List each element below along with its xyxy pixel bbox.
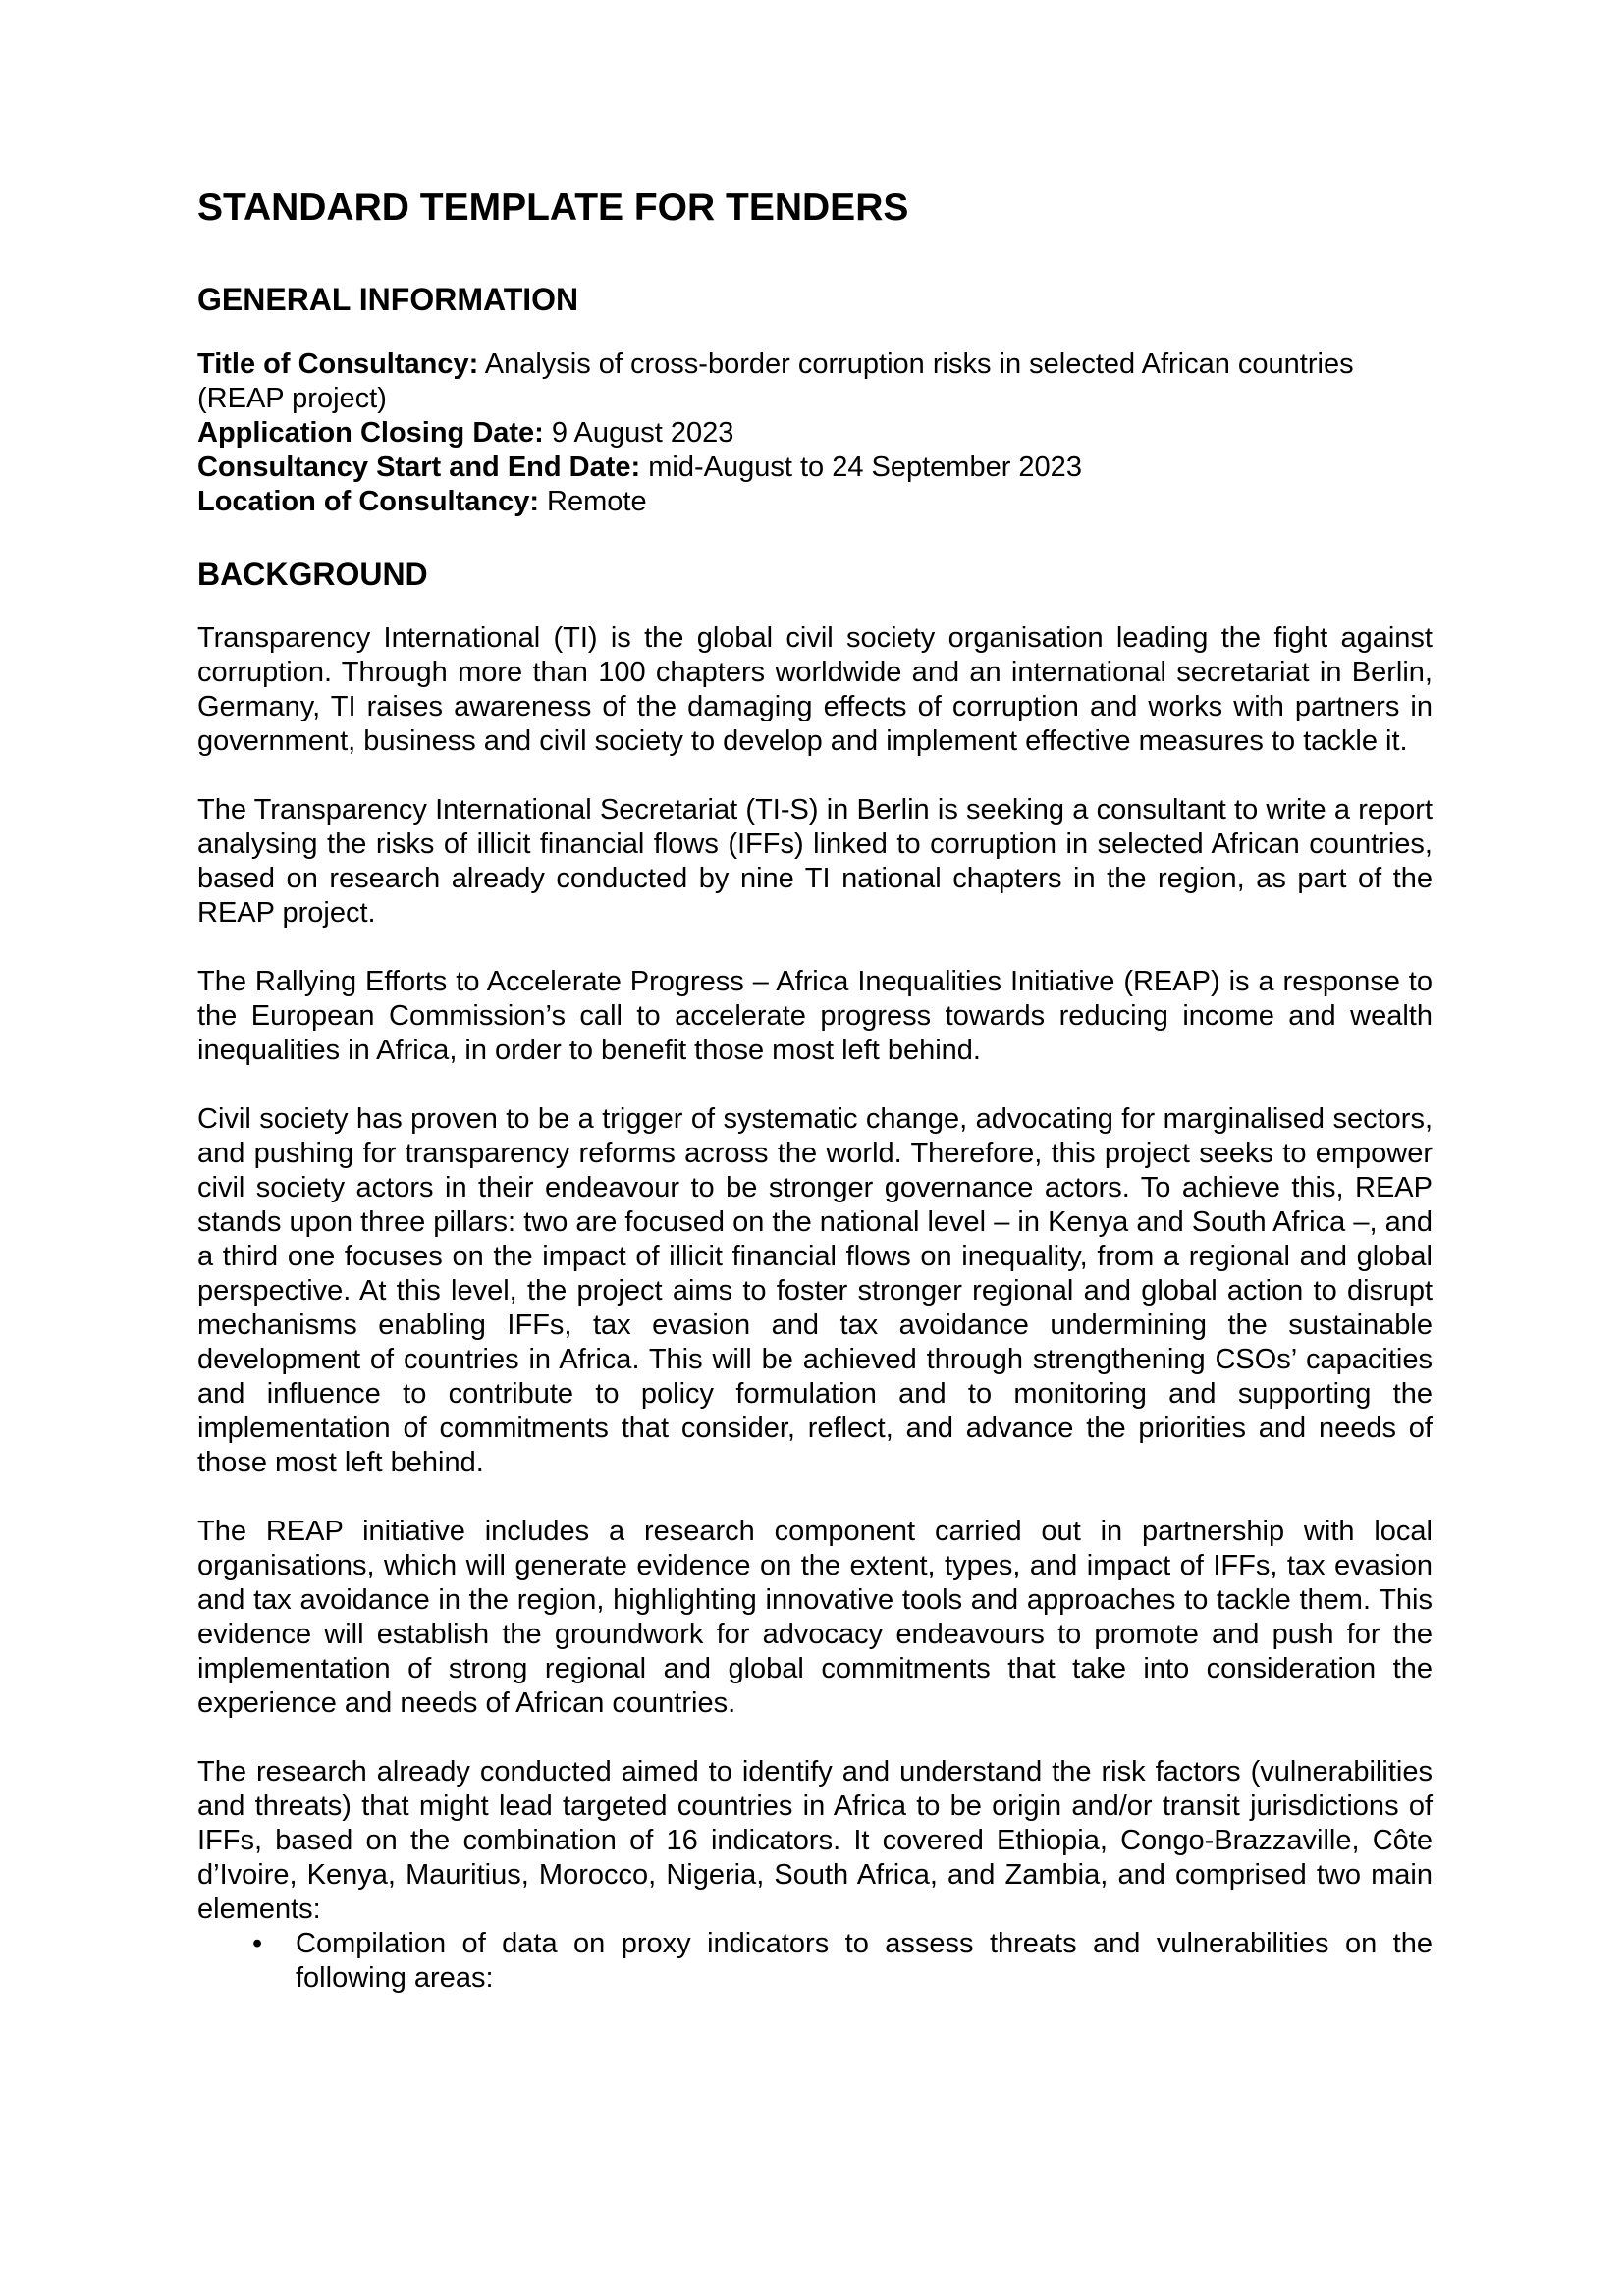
background-paragraph: The Rallying Efforts to Accelerate Progress – Africa Inequalities Initiative (REAP) is a response to the European Commission’s call to accelerate progress towards reducing income and wealth inequalities in Africa, in order to benefit those most left behind. bbox=[197, 966, 1433, 1067]
field-label: Consultancy Start and End Date: bbox=[197, 451, 641, 483]
consultancy-dates-field bbox=[197, 451, 1433, 485]
field-label: Application Closing Date: bbox=[197, 416, 544, 449]
background-paragraph: The REAP initiative includes a research component carried out in partnership with local organisations, which will generate evidence on the extent, types, and impact of IFFs, tax evasion and tax avoidance in the region, highlighting innovative tools and approaches to tackle them. This evidence will establish the groundwork for advocacy endeavours to promote and push for the implementation of strong regional and global commitments that take into consideration the experience and needs of African countries. bbox=[197, 1516, 1433, 1720]
field-label: Location of Consultancy: bbox=[197, 485, 539, 517]
application-closing-date-field bbox=[197, 416, 1433, 451]
field-value: Analysis of cross-border corruption risks in selected African countries (REAP project) bbox=[197, 347, 1354, 414]
title-of-consultancy-field bbox=[197, 347, 1433, 416]
field-value: 9 August 2023 bbox=[543, 416, 734, 449]
background-paragraph: Civil society has proven to be a trigger of systematic change, advocating for marginalised sectors, and pushing for transparency reforms across the world. Therefore, this project seeks to empower civil society actors in their endeavour to be stronger governance actors. To achieve this, REAP stands upon three pillars: two are focused on the national level – in Kenya and South Africa –, and a third one focuses on the impact of illicit financial flows on inequality, from a regional and global perspective. At this level, the project aims to foster stronger regional and global action to disrupt mechanisms enabling IFFs, tax evasion and tax avoidance undermining the sustainable development of countries in Africa. This will be achieved through strengthening CSOs’ capacities and influence to contribute to policy formulation and to monitoring and supporting the implementation of commitments that consider, reflect, and advance the priorities and needs of those most left behind. bbox=[197, 1103, 1433, 1479]
location-of-consultancy-field bbox=[197, 485, 1433, 519]
background-paragraph: The research already conducted aimed to identify and understand the risk factors (vulnerabilities and threats) that might lead targeted countries in Africa to be origin and/or transit jurisdictions of IFFs, based on the combination of 16 indicators. It covered Ethiopia, Congo-Brazzaville, Côte d’Ivoire, Kenya, Mauritius, Morocco, Nigeria, South Africa, and Zambia, and comprised two main elements: bbox=[197, 1756, 1433, 1926]
list-item bbox=[197, 1927, 1433, 1996]
general-information-fields bbox=[197, 347, 1433, 519]
background-paragraph: Transparency International (TI) is the global civil society organisation leading the fight against corruption. Through more than 100 chapters worldwide and an international secretariat in Berlin, Germany, TI raises awareness of the damaging effects of corruption and works with partners in government, business and civil society to develop and implement effective measures to tackle it. bbox=[197, 622, 1433, 758]
document-page bbox=[197, 187, 1433, 1996]
document-title: STANDARD TEMPLATE FOR TENDERS bbox=[197, 187, 909, 229]
field-value: Remote bbox=[539, 485, 647, 517]
field-value: mid-August to 24 September 2023 bbox=[640, 451, 1082, 483]
general-information-heading: GENERAL INFORMATION bbox=[197, 281, 579, 317]
list-item-text: Compilation of data on proxy indicators to assess threats and vulnerabilities on the following areas: bbox=[296, 1928, 1433, 1995]
bullet-list bbox=[197, 1927, 1433, 1996]
background-paragraph: The Transparency International Secretariat (TI-S) in Berlin is seeking a consultant to write a report analysing the risks of illicit financial flows (IFFs) linked to corruption in selected African countries, based on research already conducted by nine TI national chapters in the region, as part of the REAP project. bbox=[197, 794, 1433, 930]
bullet-icon: • bbox=[252, 1928, 263, 1960]
field-label: Title of Consultancy: bbox=[197, 347, 479, 380]
background-heading: BACKGROUND bbox=[197, 556, 428, 592]
